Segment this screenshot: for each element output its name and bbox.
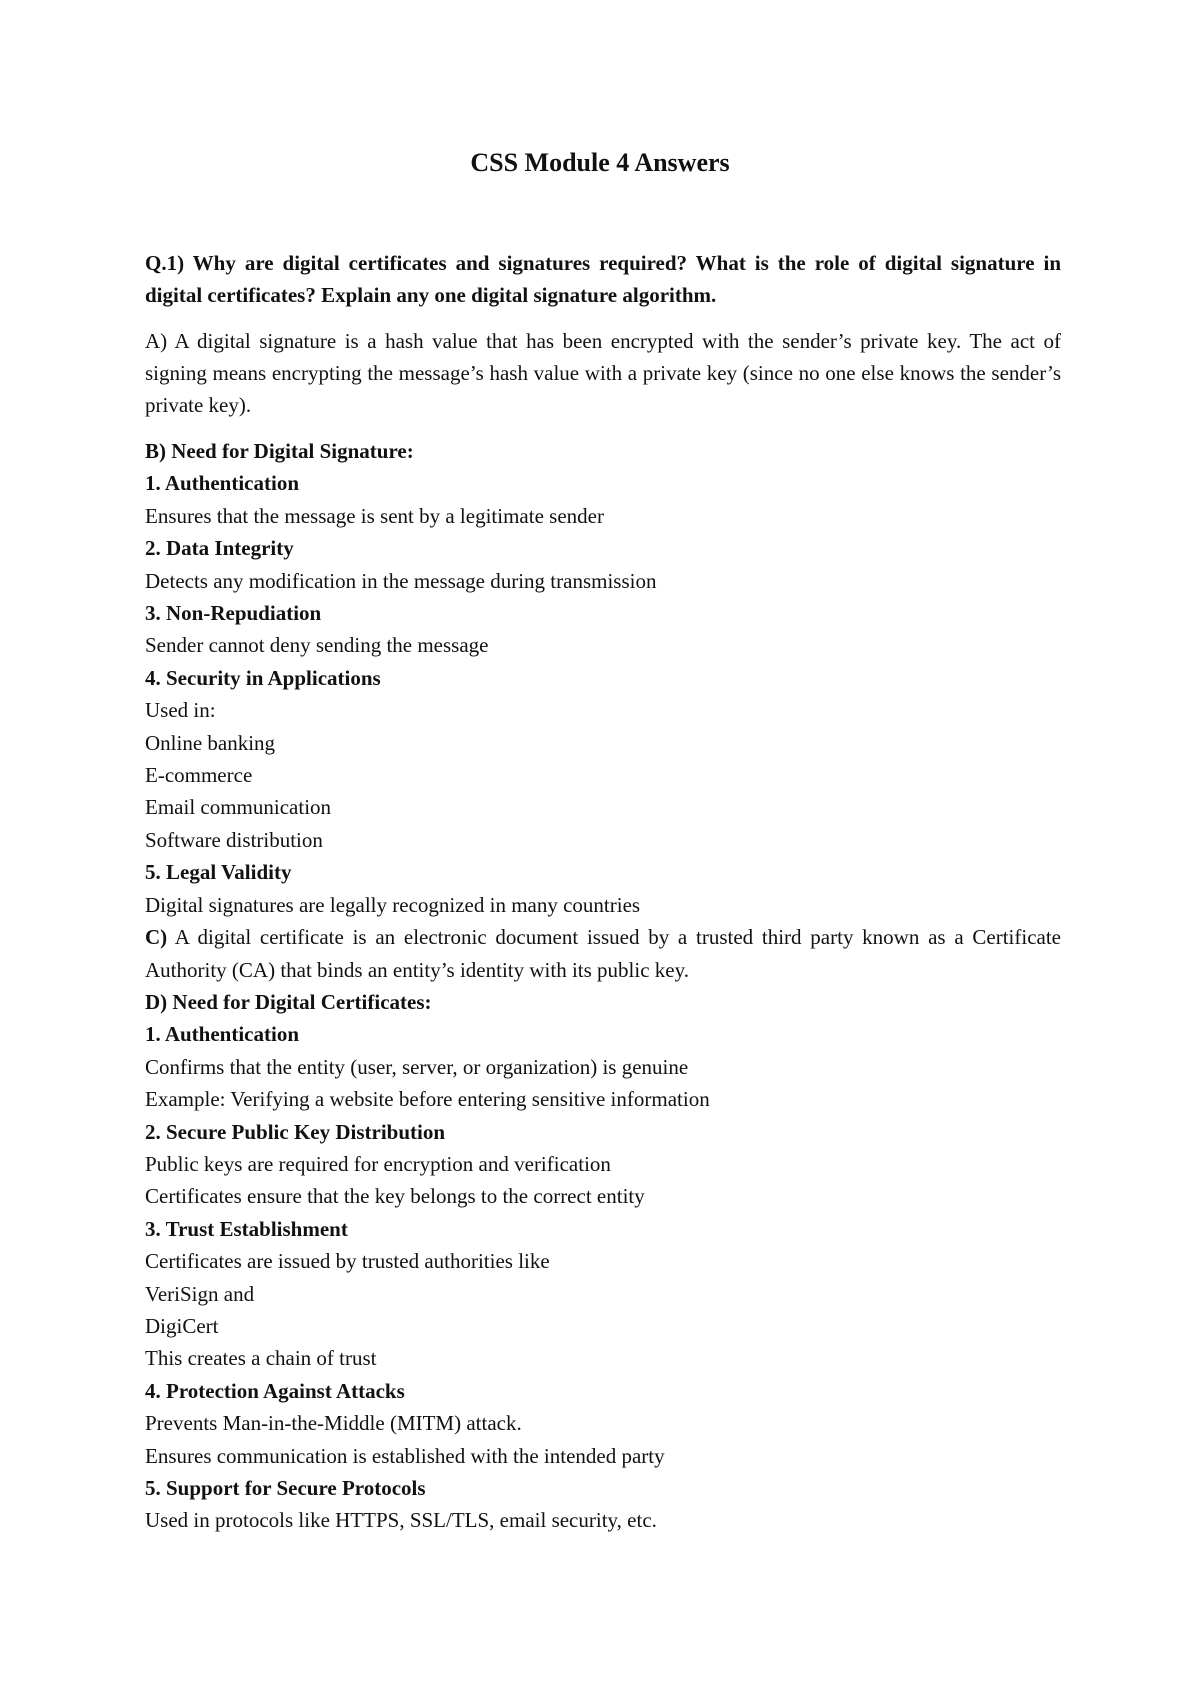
section-d-item5-title: 5. Support for Secure Protocols [145,1476,426,1500]
answer-a [145,325,1061,421]
section-b-item3-text: Sender cannot deny sending the message [145,633,489,658]
section-d-item4-title: 4. Protection Against Attacks [145,1378,405,1403]
section-d-item2-line: Public keys are required for encryption and verification [145,1151,611,1176]
section-d-item3-line: Certificates are issued by trusted authorities like [145,1249,550,1274]
section-b-item1-text: Ensures that the message is sent by a legitimate sender [145,503,604,528]
document-body [145,247,1061,1537]
section-d-item3-title: 3. Trust Establishment [145,1216,348,1241]
document-title: CSS Module 4 Answers [470,148,730,177]
answer-a-text: A digital signature is a hash value that has been encrypted with the sender’s private key. The act of signing means encrypting the message’s hash value with a private key (since no one else knows the sender’s private key). [145,329,1061,417]
section-d-item5-text: Used in protocols like HTTPS, SSL/TLS, email security, etc. [145,1508,657,1533]
answer-a-label: A) [145,329,168,353]
section-d-heading: D) Need for Digital Certificates: [145,989,432,1014]
section-d-item4-line: Prevents Man-in-the-Middle (MITM) attack. [145,1411,522,1436]
section-d-item1-line: Example: Verifying a website before entering sensitive information [145,1087,710,1112]
section-b-item4-line: Software distribution [145,827,323,852]
section-b-item2-text: Detects any modification in the message during transmission [145,568,657,593]
section-b-item5-text: Digital signatures are legally recognized in many countries [145,892,641,917]
section-d-item4-line: Ensures communication is established with the intended party [145,1443,665,1468]
answer-c [145,921,1061,986]
section-b-heading: B) Need for Digital Signature: [145,439,414,463]
answer-c-label: C) [145,925,168,950]
section-d-item1-line: Confirms that the entity (user, server, or organization) is genuine [145,1054,689,1079]
section-b-item4-line: Email communication [145,795,332,820]
section-d-item3-line: This creates a chain of trust [145,1346,377,1371]
section-b-item3-title: 3. Non-Repudiation [145,601,322,626]
section-d-item3-line: VeriSign and [145,1281,255,1306]
section-d-item2-title: 2. Secure Public Key Distribution [145,1119,446,1144]
section-b-item5-title: 5. Legal Validity [145,860,292,885]
section-b-item4-line: Used in: [145,698,216,723]
section-d-item3-line: DigiCert [145,1313,219,1338]
section-b-item1-title: 1. Authentication [145,471,300,496]
section-b-item4-title: 4. Security in Applications [145,665,381,690]
section-d-item2-line: Certificates ensure that the key belongs to the correct entity [145,1184,645,1209]
section-d-item1-title: 1. Authentication [145,1022,300,1047]
section-b-item4-line: Online banking [145,730,276,755]
question-1: Q.1) Why are digital certificates and signatures required? What is the role of digital signature in digital certificates? Explain any one digital signature algorithm. [145,251,1061,307]
section-b-item2-title: 2. Data Integrity [145,536,294,561]
answer-c-text: A digital certificate is an electronic document issued by a trusted third party known as a Certificate Authority (CA) that binds an entity’s identity with its public key. [145,925,1061,982]
section-b-item4-line: E-commerce [145,763,253,788]
